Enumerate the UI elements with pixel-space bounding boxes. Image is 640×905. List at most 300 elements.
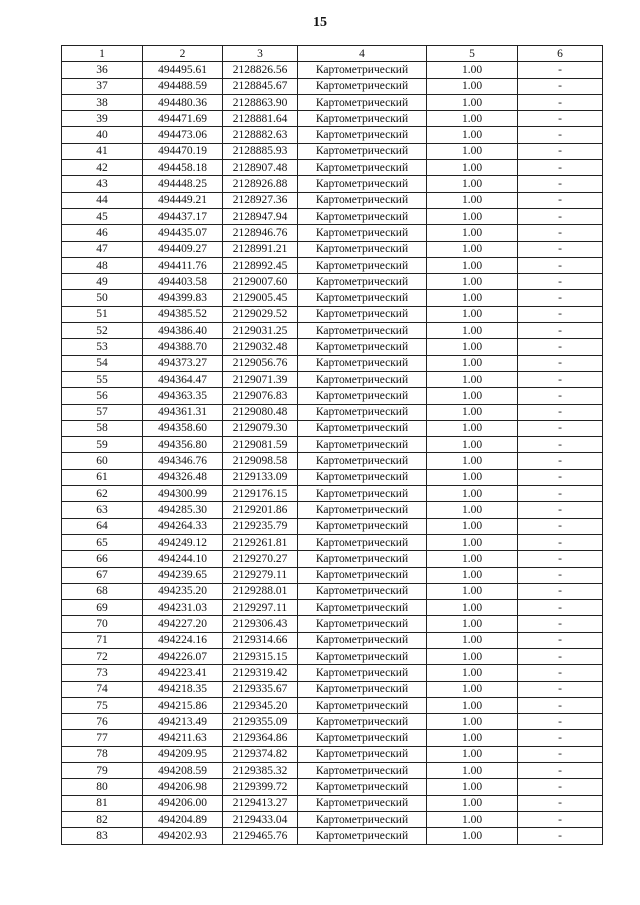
y-coordinate-cell: 2129399.72 — [223, 779, 298, 795]
method-cell: Картометрический — [298, 665, 427, 681]
table-row — [62, 600, 603, 616]
accuracy-cell: 1.00 — [427, 323, 518, 339]
x-coordinate-cell: 494364.47 — [143, 371, 223, 387]
accuracy-cell: 1.00 — [427, 176, 518, 192]
point-number-cell: 52 — [62, 323, 143, 339]
table-row — [62, 208, 603, 224]
table-row — [62, 763, 603, 779]
table-row — [62, 404, 603, 420]
method-cell: Картометрический — [298, 404, 427, 420]
note-cell: - — [518, 665, 603, 681]
note-cell: - — [518, 437, 603, 453]
accuracy-cell: 1.00 — [427, 600, 518, 616]
y-coordinate-cell: 2128881.64 — [223, 111, 298, 127]
accuracy-cell: 1.00 — [427, 697, 518, 713]
note-cell: - — [518, 225, 603, 241]
accuracy-cell: 1.00 — [427, 681, 518, 697]
x-coordinate-cell: 494244.10 — [143, 551, 223, 567]
method-cell: Картометрический — [298, 730, 427, 746]
method-cell: Картометрический — [298, 355, 427, 371]
note-cell: - — [518, 323, 603, 339]
table-row — [62, 811, 603, 827]
point-number-cell: 49 — [62, 274, 143, 290]
table-row — [62, 730, 603, 746]
note-cell: - — [518, 143, 603, 159]
x-coordinate-cell: 494386.40 — [143, 323, 223, 339]
y-coordinate-cell: 2129335.67 — [223, 681, 298, 697]
accuracy-cell: 1.00 — [427, 730, 518, 746]
x-coordinate-cell: 494215.86 — [143, 697, 223, 713]
table-row — [62, 257, 603, 273]
table-row — [62, 648, 603, 664]
point-number-cell: 70 — [62, 616, 143, 632]
accuracy-cell: 1.00 — [427, 257, 518, 273]
table-row — [62, 62, 603, 78]
accuracy-cell: 1.00 — [427, 648, 518, 664]
method-cell: Картометрический — [298, 453, 427, 469]
note-cell: - — [518, 681, 603, 697]
point-number-cell: 69 — [62, 600, 143, 616]
table-row — [62, 518, 603, 534]
x-coordinate-cell: 494235.20 — [143, 583, 223, 599]
method-cell: Картометрический — [298, 143, 427, 159]
method-cell: Картометрический — [298, 371, 427, 387]
y-coordinate-cell: 2128863.90 — [223, 94, 298, 110]
method-cell: Картометрический — [298, 486, 427, 502]
note-cell: - — [518, 746, 603, 762]
point-number-cell: 68 — [62, 583, 143, 599]
method-cell: Картометрический — [298, 469, 427, 485]
note-cell: - — [518, 274, 603, 290]
table-row — [62, 534, 603, 550]
y-coordinate-cell: 2128826.56 — [223, 62, 298, 78]
note-cell: - — [518, 502, 603, 518]
y-coordinate-cell: 2128885.93 — [223, 143, 298, 159]
note-cell: - — [518, 583, 603, 599]
point-number-cell: 62 — [62, 486, 143, 502]
y-coordinate-cell: 2129032.48 — [223, 339, 298, 355]
y-coordinate-cell: 2129056.76 — [223, 355, 298, 371]
method-cell: Картометрический — [298, 616, 427, 632]
method-cell: Картометрический — [298, 78, 427, 94]
x-coordinate-cell: 494206.00 — [143, 795, 223, 811]
table-row — [62, 632, 603, 648]
accuracy-cell: 1.00 — [427, 274, 518, 290]
accuracy-cell: 1.00 — [427, 486, 518, 502]
method-cell: Картометрический — [298, 518, 427, 534]
point-number-cell: 46 — [62, 225, 143, 241]
table-row — [62, 323, 603, 339]
method-cell: Картометрический — [298, 551, 427, 567]
note-cell: - — [518, 94, 603, 110]
method-cell: Картометрический — [298, 697, 427, 713]
table-row — [62, 78, 603, 94]
header-cell-6: 6 — [518, 46, 603, 62]
method-cell: Картометрический — [298, 257, 427, 273]
accuracy-cell: 1.00 — [427, 160, 518, 176]
x-coordinate-cell: 494202.93 — [143, 828, 223, 844]
accuracy-cell: 1.00 — [427, 420, 518, 436]
table-row — [62, 697, 603, 713]
y-coordinate-cell: 2129355.09 — [223, 714, 298, 730]
table-row — [62, 274, 603, 290]
x-coordinate-cell: 494409.27 — [143, 241, 223, 257]
note-cell: - — [518, 518, 603, 534]
point-number-cell: 76 — [62, 714, 143, 730]
page-number: 15 — [313, 15, 327, 30]
point-number-cell: 42 — [62, 160, 143, 176]
table-row — [62, 160, 603, 176]
method-cell: Картометрический — [298, 290, 427, 306]
note-cell: - — [518, 486, 603, 502]
point-number-cell: 64 — [62, 518, 143, 534]
x-coordinate-cell: 494218.35 — [143, 681, 223, 697]
method-cell: Картометрический — [298, 388, 427, 404]
accuracy-cell: 1.00 — [427, 567, 518, 583]
accuracy-cell: 1.00 — [427, 665, 518, 681]
method-cell: Картометрический — [298, 534, 427, 550]
x-coordinate-cell: 494356.80 — [143, 437, 223, 453]
x-coordinate-cell: 494435.07 — [143, 225, 223, 241]
method-cell: Картометрический — [298, 763, 427, 779]
point-number-cell: 82 — [62, 811, 143, 827]
accuracy-cell: 1.00 — [427, 502, 518, 518]
note-cell: - — [518, 730, 603, 746]
x-coordinate-cell: 494411.76 — [143, 257, 223, 273]
x-coordinate-cell: 494399.83 — [143, 290, 223, 306]
accuracy-cell: 1.00 — [427, 225, 518, 241]
point-number-cell: 53 — [62, 339, 143, 355]
method-cell: Картометрический — [298, 323, 427, 339]
note-cell: - — [518, 648, 603, 664]
point-number-cell: 55 — [62, 371, 143, 387]
table-row — [62, 453, 603, 469]
y-coordinate-cell: 2129029.52 — [223, 306, 298, 322]
table-row — [62, 567, 603, 583]
table-row — [62, 795, 603, 811]
y-coordinate-cell: 2128992.45 — [223, 257, 298, 273]
method-cell: Картометрический — [298, 811, 427, 827]
note-cell: - — [518, 469, 603, 485]
note-cell: - — [518, 111, 603, 127]
note-cell: - — [518, 62, 603, 78]
note-cell: - — [518, 160, 603, 176]
note-cell: - — [518, 127, 603, 143]
accuracy-cell: 1.00 — [427, 111, 518, 127]
table-row — [62, 616, 603, 632]
point-number-cell: 77 — [62, 730, 143, 746]
table-row — [62, 469, 603, 485]
table-row — [62, 779, 603, 795]
accuracy-cell: 1.00 — [427, 763, 518, 779]
note-cell: - — [518, 714, 603, 730]
x-coordinate-cell: 494206.98 — [143, 779, 223, 795]
point-number-cell: 78 — [62, 746, 143, 762]
y-coordinate-cell: 2129465.76 — [223, 828, 298, 844]
table-row — [62, 94, 603, 110]
y-coordinate-cell: 2128946.76 — [223, 225, 298, 241]
accuracy-cell: 1.00 — [427, 371, 518, 387]
method-cell: Картометрический — [298, 111, 427, 127]
note-cell: - — [518, 453, 603, 469]
y-coordinate-cell: 2129433.04 — [223, 811, 298, 827]
table-row — [62, 746, 603, 762]
y-coordinate-cell: 2129201.86 — [223, 502, 298, 518]
method-cell: Картометрический — [298, 208, 427, 224]
table-row — [62, 551, 603, 567]
note-cell: - — [518, 632, 603, 648]
table-row — [62, 371, 603, 387]
point-number-cell: 43 — [62, 176, 143, 192]
y-coordinate-cell: 2129364.86 — [223, 730, 298, 746]
accuracy-cell: 1.00 — [427, 208, 518, 224]
x-coordinate-cell: 494213.49 — [143, 714, 223, 730]
table-row — [62, 143, 603, 159]
table-body — [62, 62, 603, 844]
method-cell: Картометрический — [298, 714, 427, 730]
note-cell: - — [518, 355, 603, 371]
x-coordinate-cell: 494458.18 — [143, 160, 223, 176]
note-cell: - — [518, 779, 603, 795]
point-number-cell: 75 — [62, 697, 143, 713]
point-number-cell: 72 — [62, 648, 143, 664]
point-number-cell: 40 — [62, 127, 143, 143]
x-coordinate-cell: 494403.58 — [143, 274, 223, 290]
method-cell: Картометрический — [298, 746, 427, 762]
y-coordinate-cell: 2128991.21 — [223, 241, 298, 257]
y-coordinate-cell: 2129315.15 — [223, 648, 298, 664]
method-cell: Картометрический — [298, 779, 427, 795]
method-cell: Картометрический — [298, 420, 427, 436]
point-number-cell: 65 — [62, 534, 143, 550]
accuracy-cell: 1.00 — [427, 127, 518, 143]
x-coordinate-cell: 494361.31 — [143, 404, 223, 420]
accuracy-cell: 1.00 — [427, 94, 518, 110]
point-number-cell: 41 — [62, 143, 143, 159]
y-coordinate-cell: 2129319.42 — [223, 665, 298, 681]
accuracy-cell: 1.00 — [427, 632, 518, 648]
accuracy-cell: 1.00 — [427, 551, 518, 567]
note-cell: - — [518, 371, 603, 387]
y-coordinate-cell: 2129076.83 — [223, 388, 298, 404]
note-cell: - — [518, 828, 603, 844]
note-cell: - — [518, 339, 603, 355]
accuracy-cell: 1.00 — [427, 714, 518, 730]
note-cell: - — [518, 388, 603, 404]
note-cell: - — [518, 176, 603, 192]
table-row — [62, 306, 603, 322]
accuracy-cell: 1.00 — [427, 534, 518, 550]
point-number-cell: 61 — [62, 469, 143, 485]
x-coordinate-cell: 494211.63 — [143, 730, 223, 746]
y-coordinate-cell: 2129007.60 — [223, 274, 298, 290]
x-coordinate-cell: 494208.59 — [143, 763, 223, 779]
table-row — [62, 241, 603, 257]
y-coordinate-cell: 2129080.48 — [223, 404, 298, 420]
accuracy-cell: 1.00 — [427, 241, 518, 257]
accuracy-cell: 1.00 — [427, 339, 518, 355]
x-coordinate-cell: 494239.65 — [143, 567, 223, 583]
accuracy-cell: 1.00 — [427, 828, 518, 844]
y-coordinate-cell: 2129345.20 — [223, 697, 298, 713]
x-coordinate-cell: 494449.21 — [143, 192, 223, 208]
header-cell-3: 3 — [223, 46, 298, 62]
table-row — [62, 583, 603, 599]
table-row — [62, 339, 603, 355]
accuracy-cell: 1.00 — [427, 437, 518, 453]
note-cell: - — [518, 795, 603, 811]
method-cell: Картометрический — [298, 176, 427, 192]
accuracy-cell: 1.00 — [427, 518, 518, 534]
point-number-cell: 71 — [62, 632, 143, 648]
x-coordinate-cell: 494495.61 — [143, 62, 223, 78]
x-coordinate-cell: 494470.19 — [143, 143, 223, 159]
point-number-cell: 44 — [62, 192, 143, 208]
accuracy-cell: 1.00 — [427, 78, 518, 94]
y-coordinate-cell: 2129133.09 — [223, 469, 298, 485]
note-cell: - — [518, 534, 603, 550]
header-cell-1: 1 — [62, 46, 143, 62]
table-row — [62, 388, 603, 404]
x-coordinate-cell: 494388.70 — [143, 339, 223, 355]
x-coordinate-cell: 494223.41 — [143, 665, 223, 681]
point-number-cell: 36 — [62, 62, 143, 78]
x-coordinate-cell: 494480.36 — [143, 94, 223, 110]
method-cell: Картометрический — [298, 241, 427, 257]
note-cell: - — [518, 600, 603, 616]
point-number-cell: 37 — [62, 78, 143, 94]
point-number-cell: 50 — [62, 290, 143, 306]
x-coordinate-cell: 494346.76 — [143, 453, 223, 469]
y-coordinate-cell: 2129385.32 — [223, 763, 298, 779]
table-row — [62, 111, 603, 127]
method-cell: Картометрический — [298, 567, 427, 583]
point-number-cell: 45 — [62, 208, 143, 224]
method-cell: Картометрический — [298, 795, 427, 811]
point-number-cell: 57 — [62, 404, 143, 420]
table-row — [62, 502, 603, 518]
table-row — [62, 176, 603, 192]
table-row — [62, 665, 603, 681]
y-coordinate-cell: 2129261.81 — [223, 534, 298, 550]
note-cell: - — [518, 420, 603, 436]
y-coordinate-cell: 2129374.82 — [223, 746, 298, 762]
y-coordinate-cell: 2129176.15 — [223, 486, 298, 502]
point-number-cell: 39 — [62, 111, 143, 127]
table-row — [62, 225, 603, 241]
point-number-cell: 73 — [62, 665, 143, 681]
accuracy-cell: 1.00 — [427, 811, 518, 827]
table-header — [62, 46, 603, 62]
method-cell: Картометрический — [298, 94, 427, 110]
y-coordinate-cell: 2129081.59 — [223, 437, 298, 453]
coordinates-table — [61, 45, 603, 845]
y-coordinate-cell: 2129279.11 — [223, 567, 298, 583]
y-coordinate-cell: 2128926.88 — [223, 176, 298, 192]
method-cell: Картометрический — [298, 502, 427, 518]
y-coordinate-cell: 2128882.63 — [223, 127, 298, 143]
point-number-cell: 67 — [62, 567, 143, 583]
method-cell: Картометрический — [298, 583, 427, 599]
accuracy-cell: 1.00 — [427, 143, 518, 159]
method-cell: Картометрический — [298, 306, 427, 322]
table-row — [62, 714, 603, 730]
table-row — [62, 437, 603, 453]
point-number-cell: 60 — [62, 453, 143, 469]
method-cell: Картометрический — [298, 62, 427, 78]
point-number-cell: 83 — [62, 828, 143, 844]
accuracy-cell: 1.00 — [427, 306, 518, 322]
y-coordinate-cell: 2128927.36 — [223, 192, 298, 208]
x-coordinate-cell: 494473.06 — [143, 127, 223, 143]
method-cell: Картометрический — [298, 681, 427, 697]
point-number-cell: 51 — [62, 306, 143, 322]
method-cell: Картометрический — [298, 127, 427, 143]
y-coordinate-cell: 2129005.45 — [223, 290, 298, 306]
y-coordinate-cell: 2129235.79 — [223, 518, 298, 534]
point-number-cell: 66 — [62, 551, 143, 567]
table-row — [62, 828, 603, 844]
note-cell: - — [518, 306, 603, 322]
y-coordinate-cell: 2129079.30 — [223, 420, 298, 436]
y-coordinate-cell: 2129297.11 — [223, 600, 298, 616]
y-coordinate-cell: 2129306.43 — [223, 616, 298, 632]
header-cell-2: 2 — [143, 46, 223, 62]
note-cell: - — [518, 763, 603, 779]
x-coordinate-cell: 494249.12 — [143, 534, 223, 550]
x-coordinate-cell: 494300.99 — [143, 486, 223, 502]
table-row — [62, 192, 603, 208]
x-coordinate-cell: 494231.03 — [143, 600, 223, 616]
x-coordinate-cell: 494227.20 — [143, 616, 223, 632]
method-cell: Картометрический — [298, 437, 427, 453]
y-coordinate-cell: 2128907.48 — [223, 160, 298, 176]
x-coordinate-cell: 494385.52 — [143, 306, 223, 322]
accuracy-cell: 1.00 — [427, 62, 518, 78]
note-cell: - — [518, 551, 603, 567]
y-coordinate-cell: 2129314.66 — [223, 632, 298, 648]
table-row — [62, 290, 603, 306]
point-number-cell: 74 — [62, 681, 143, 697]
point-number-cell: 47 — [62, 241, 143, 257]
point-number-cell: 48 — [62, 257, 143, 273]
x-coordinate-cell: 494448.25 — [143, 176, 223, 192]
accuracy-cell: 1.00 — [427, 453, 518, 469]
accuracy-cell: 1.00 — [427, 469, 518, 485]
accuracy-cell: 1.00 — [427, 746, 518, 762]
table-row — [62, 681, 603, 697]
x-coordinate-cell: 494209.95 — [143, 746, 223, 762]
note-cell: - — [518, 208, 603, 224]
x-coordinate-cell: 494224.16 — [143, 632, 223, 648]
x-coordinate-cell: 494326.48 — [143, 469, 223, 485]
point-number-cell: 79 — [62, 763, 143, 779]
header-cell-4: 4 — [298, 46, 427, 62]
method-cell: Картометрический — [298, 632, 427, 648]
note-cell: - — [518, 192, 603, 208]
note-cell: - — [518, 290, 603, 306]
accuracy-cell: 1.00 — [427, 583, 518, 599]
accuracy-cell: 1.00 — [427, 388, 518, 404]
accuracy-cell: 1.00 — [427, 404, 518, 420]
note-cell: - — [518, 78, 603, 94]
note-cell: - — [518, 567, 603, 583]
point-number-cell: 56 — [62, 388, 143, 404]
point-number-cell: 81 — [62, 795, 143, 811]
note-cell: - — [518, 616, 603, 632]
x-coordinate-cell: 494285.30 — [143, 502, 223, 518]
method-cell: Картометрический — [298, 225, 427, 241]
